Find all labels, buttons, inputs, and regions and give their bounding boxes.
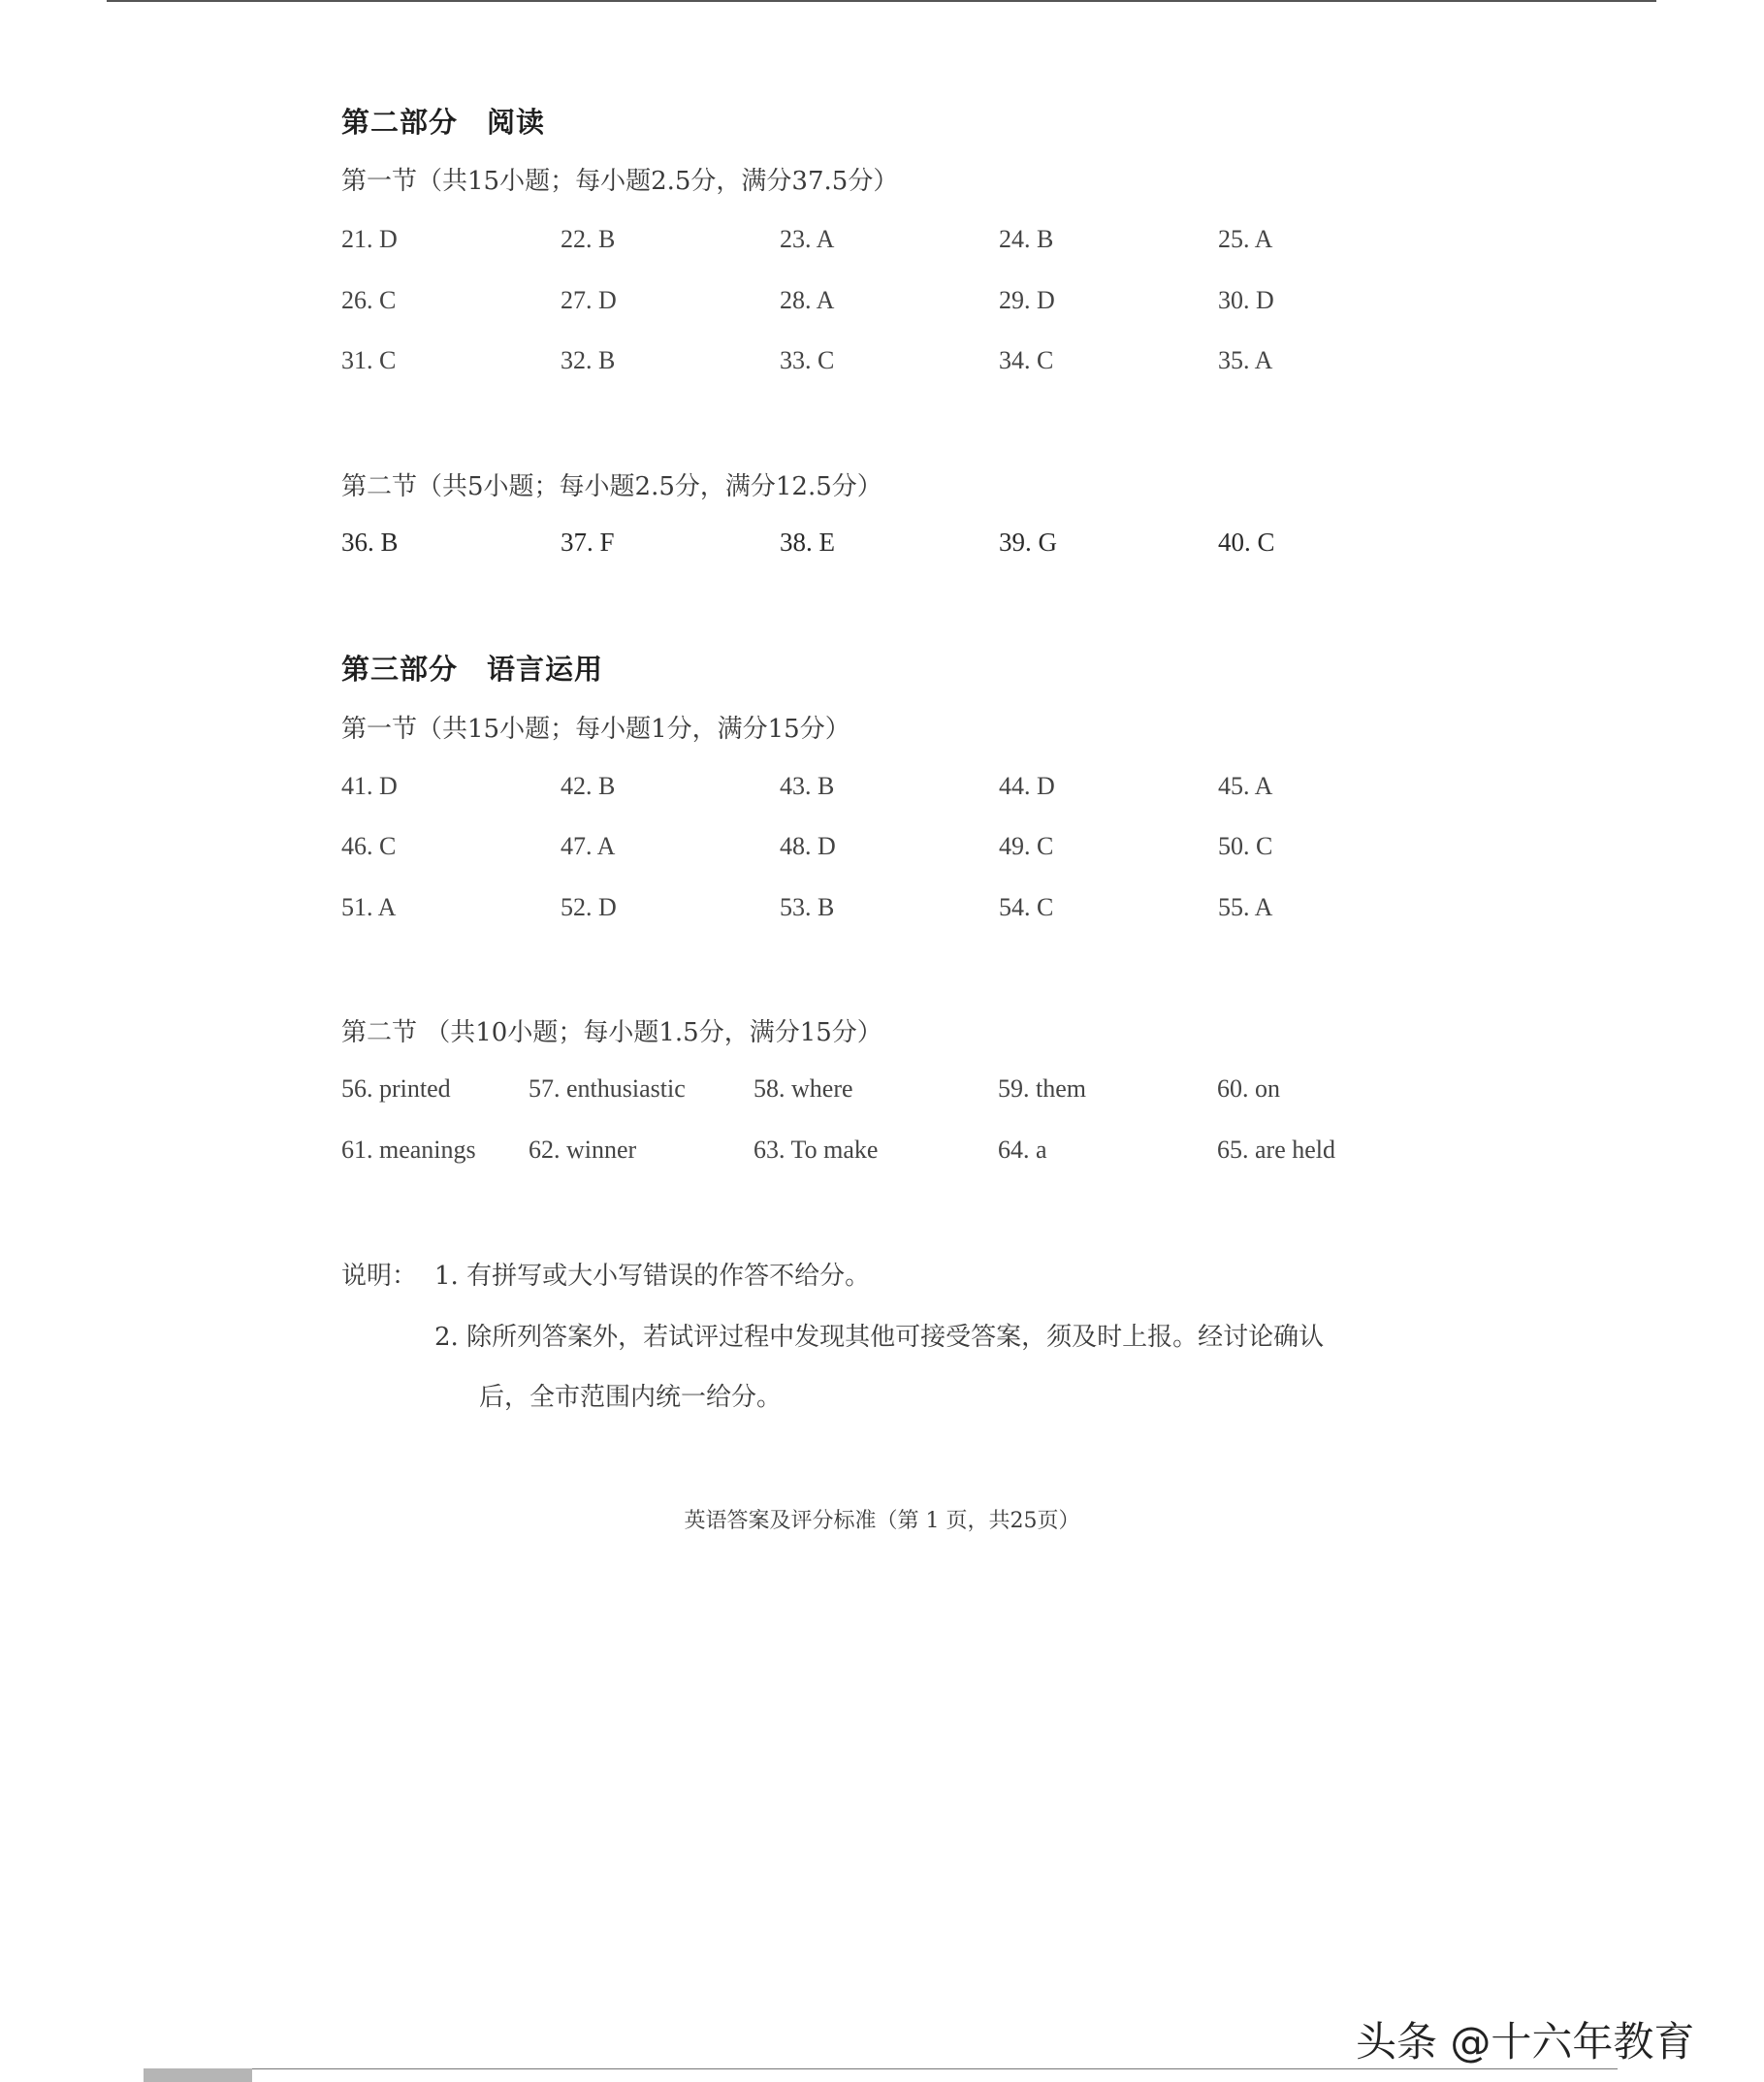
answer-cell: 50. C bbox=[1218, 832, 1273, 860]
answer-cell: 58. where bbox=[754, 1074, 853, 1103]
answer-cell: 40. C bbox=[1218, 528, 1275, 557]
answer-cell: 41. D bbox=[341, 772, 398, 800]
answer-cell: 46. C bbox=[341, 832, 397, 860]
note-item-1: 1. 有拼写或大小写错误的作答不给分。 bbox=[434, 1262, 871, 1291]
bottom-tab-marker bbox=[144, 2068, 252, 2082]
answer-cell: 64. a bbox=[998, 1136, 1047, 1164]
part3-title bbox=[341, 648, 603, 688]
answer-cell: 56. printed bbox=[341, 1074, 451, 1103]
answer-cell: 35. A bbox=[1218, 346, 1273, 374]
answer-cell: 48. D bbox=[780, 832, 836, 860]
answer-cell: 32. B bbox=[561, 346, 616, 374]
answer-cell: 44. D bbox=[999, 772, 1055, 800]
part2-title-name: 阅读 bbox=[487, 106, 546, 139]
part3-section2-title: 第二节 （共10小题；每小题1.5分，满分15分） bbox=[341, 1018, 882, 1047]
answer-cell: 65. are held bbox=[1217, 1136, 1336, 1164]
answer-cell: 63. To make bbox=[754, 1136, 879, 1164]
note-item-2-line-1: 2. 除所列答案外，若试评过程中发现其他可接受答案，须及时上报。经讨论确认 bbox=[434, 1323, 1325, 1352]
note-item-2-line-2: 后，全市范围内统一给分。 bbox=[479, 1383, 783, 1412]
answer-cell: 55. A bbox=[1218, 893, 1273, 921]
answer-cell: 26. C bbox=[341, 286, 397, 314]
answer-cell: 31. C bbox=[341, 346, 397, 374]
answer-cell: 49. C bbox=[999, 832, 1054, 860]
part2-section1-title: 第一节（共15小题；每小题2.5分，满分37.5分） bbox=[341, 167, 899, 196]
answer-cell: 22. B bbox=[561, 225, 616, 253]
answer-cell: 28. A bbox=[780, 286, 835, 314]
answer-cell: 29. D bbox=[999, 286, 1055, 314]
answer-cell: 54. C bbox=[999, 893, 1054, 921]
answer-cell: 57. enthusiastic bbox=[529, 1074, 686, 1103]
part3-section1-title: 第一节（共15小题；每小题1分，满分15分） bbox=[341, 715, 850, 744]
watermark-text: 头条 @十六年教育 bbox=[1356, 2018, 1695, 2066]
answer-cell: 36. B bbox=[341, 528, 399, 557]
answer-cell: 51. A bbox=[341, 893, 397, 921]
part2-title bbox=[341, 101, 545, 141]
answer-cell: 59. them bbox=[998, 1074, 1086, 1103]
answer-cell: 34. C bbox=[999, 346, 1054, 374]
answer-cell: 43. B bbox=[780, 772, 835, 800]
answer-cell: 52. D bbox=[561, 893, 617, 921]
answer-cell: 45. A bbox=[1218, 772, 1273, 800]
answer-cell: 47. A bbox=[561, 832, 616, 860]
part2-section2-title: 第二节（共5小题；每小题2.5分，满分12.5分） bbox=[341, 472, 882, 501]
answer-cell: 42. B bbox=[561, 772, 616, 800]
answer-cell: 23. A bbox=[780, 225, 835, 253]
page-footer: 英语答案及评分标准（第 1 页，共25页） bbox=[684, 1509, 1080, 1533]
top-rule bbox=[107, 0, 1656, 2]
answer-cell: 61. meanings bbox=[341, 1136, 476, 1164]
answer-cell: 33. C bbox=[780, 346, 835, 374]
answer-cell: 53. B bbox=[780, 893, 835, 921]
answer-cell: 27. D bbox=[561, 286, 617, 314]
bottom-rule bbox=[144, 2068, 1618, 2069]
notes-label: 说明： bbox=[341, 1262, 418, 1291]
part3-title-name: 语言运用 bbox=[487, 653, 604, 686]
part2-title-number: 第二部分 bbox=[341, 106, 459, 139]
answer-cell: 24. B bbox=[999, 225, 1054, 253]
answer-cell: 38. E bbox=[780, 528, 835, 557]
part3-title-number: 第三部分 bbox=[341, 653, 459, 686]
answer-cell: 25. A bbox=[1218, 225, 1273, 253]
answer-cell: 30. D bbox=[1218, 286, 1274, 314]
answer-cell: 62. winner bbox=[529, 1136, 637, 1164]
answer-cell: 37. F bbox=[561, 528, 615, 557]
answer-cell: 39. G bbox=[999, 528, 1057, 557]
answer-cell: 21. D bbox=[341, 225, 398, 253]
answer-cell: 60. on bbox=[1217, 1074, 1280, 1103]
